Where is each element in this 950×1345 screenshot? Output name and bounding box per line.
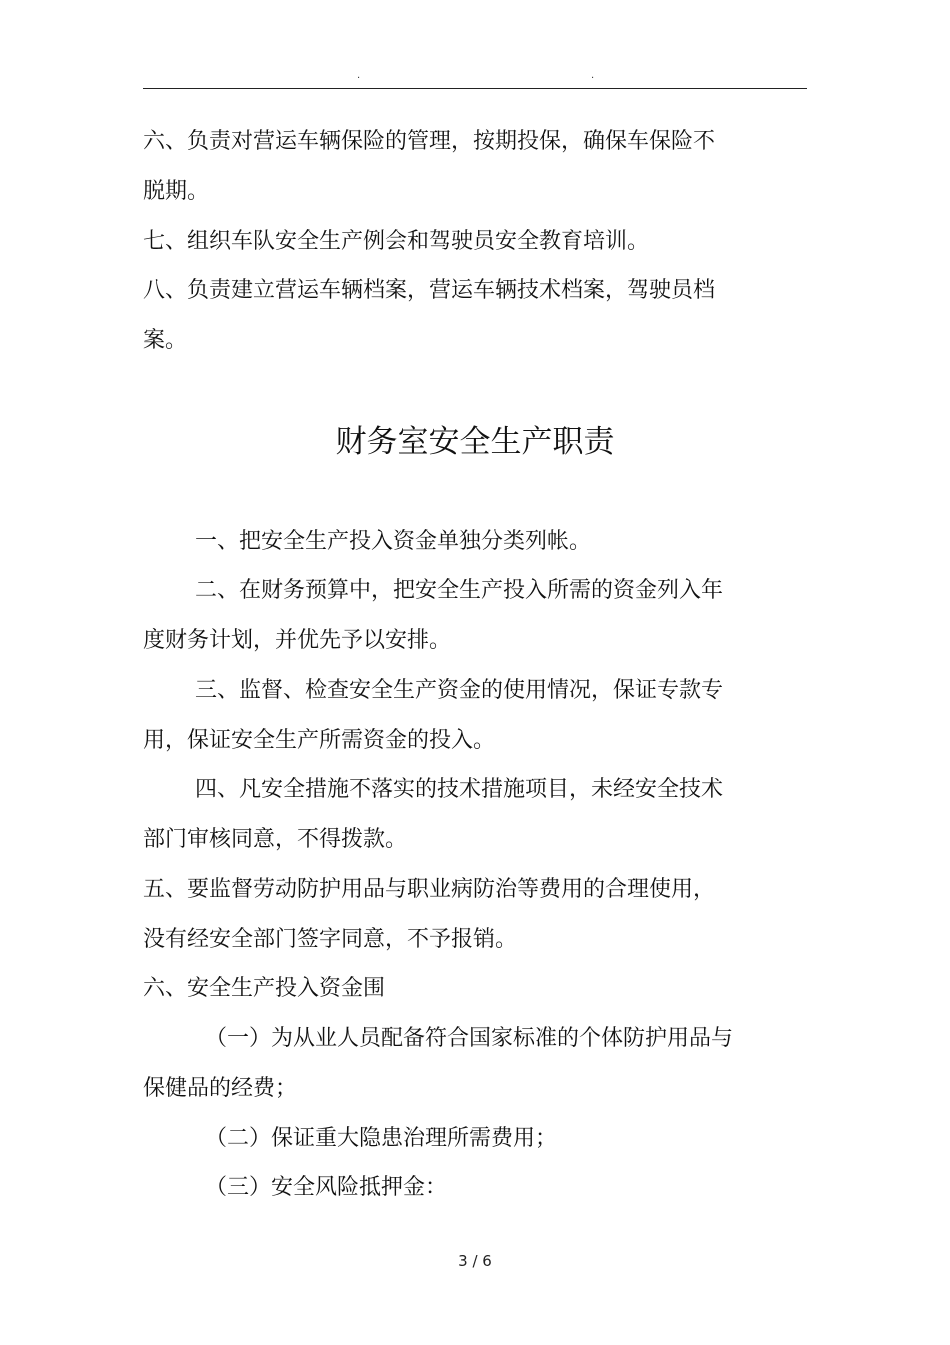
paragraph-line: 一、把安全生产投入资金单独分类列帐。 [195, 529, 592, 554]
paragraph-line: 用，保证安全生产所需资金的投入。 [143, 728, 496, 753]
page-number: 3 / 6 [458, 1252, 492, 1270]
paragraph-line: 三、监督、检查安全生产资金的使用情况，保证专款专 [195, 678, 724, 703]
paragraph-line: 度财务计划，并优先予以安排。 [143, 628, 452, 653]
paragraph-line: （三）安全风险抵押金： [205, 1175, 448, 1200]
paragraph-line: 六、负责对营运车辆保险的管理，按期投保，确保车保险不 [143, 129, 716, 154]
paragraph-line: 四、凡安全措施不落实的技术措施项目，未经安全技术 [195, 777, 724, 802]
header-rule [143, 88, 807, 89]
paragraph-line: 七、组织车队安全生产例会和驾驶员安全教育培训。 [143, 229, 650, 254]
paragraph-line: （二）保证重大隐患治理所需费用； [205, 1126, 558, 1151]
paragraph-line: 二、在财务预算中，把安全生产投入所需的资金列入年 [195, 578, 724, 603]
paragraph-line: 案。 [143, 328, 188, 353]
paragraph-line: （一）为从业人员配备符合国家标准的个体防护用品与 [205, 1026, 734, 1051]
section-title: 财务室安全生产职责 [335, 424, 615, 460]
paragraph-line: 五、要监督劳动防护用品与职业病防治等费用的合理使用， [143, 877, 716, 902]
paragraph-line: 脱期。 [143, 179, 210, 204]
paragraph-line: 六、安全生产投入资金围 [143, 976, 386, 1001]
paragraph-line: 没有经安全部门签字同意，不予报销。 [143, 927, 518, 952]
paragraph-line: 八、负责建立营运车辆档案，营运车辆技术档案，驾驶员档 [143, 278, 716, 303]
header-dot-right: . [591, 70, 595, 81]
paragraph-line: 部门审核同意，不得拨款。 [143, 827, 408, 852]
paragraph-line: 保健品的经费； [143, 1076, 298, 1101]
header-dot-left: . [357, 70, 361, 81]
